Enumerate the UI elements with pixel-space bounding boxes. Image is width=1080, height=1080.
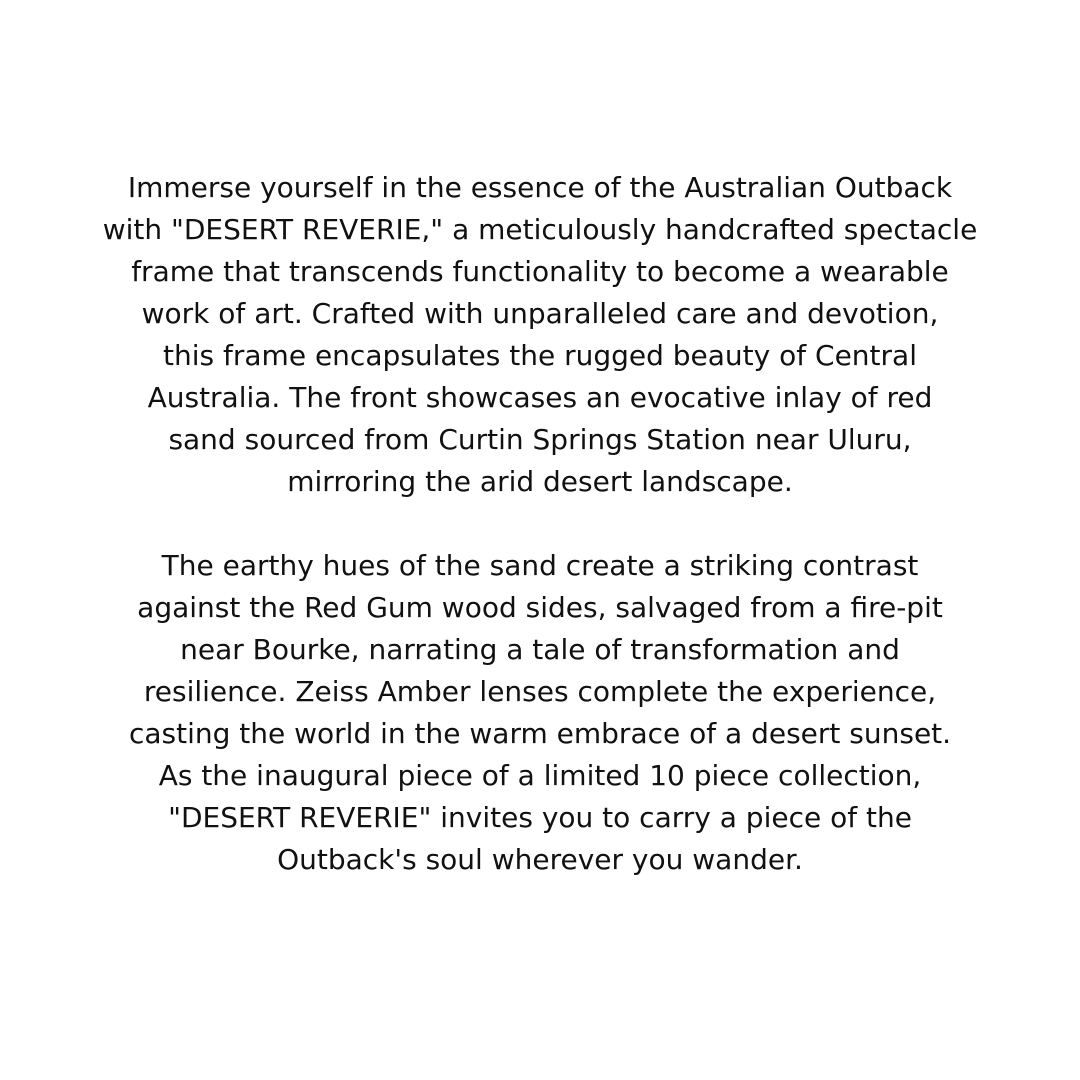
paragraph-line: resilience. Zeiss Amber lenses complete the experience, xyxy=(143,675,937,708)
paragraph-line: this frame encapsulates the rugged beauty of Central xyxy=(163,339,917,372)
paragraph-2 xyxy=(40,545,1040,881)
paragraph-line: casting the world in the warm embrace of a desert sunset. xyxy=(128,717,952,750)
paragraph-line: Immerse yourself in the essence of the Australian Outback xyxy=(127,171,953,204)
paragraph-1 xyxy=(40,167,1040,503)
paragraph-line: As the inaugural piece of a limited 10 piece collection, xyxy=(158,759,922,792)
paragraph-line: frame that transcends functionality to become a wearable xyxy=(131,255,949,288)
paragraph-line: against the Red Gum wood sides, salvaged from a fire-pit xyxy=(137,591,943,624)
paragraph-line: Australia. The front showcases an evocative inlay of red xyxy=(147,381,933,414)
paragraph-line: mirroring the arid desert landscape. xyxy=(287,465,793,498)
description-text xyxy=(40,167,1040,881)
paragraph-line: "DESERT REVERIE" invites you to carry a piece of the xyxy=(168,801,912,834)
paragraph-line: The earthy hues of the sand create a striking contrast xyxy=(161,549,919,582)
paragraph-line: Outback's soul wherever you wander. xyxy=(277,843,803,876)
paragraph-line: with "DESERT REVERIE," a meticulously handcrafted spectacle xyxy=(102,213,978,246)
paragraph-line: sand sourced from Curtin Springs Station near Uluru, xyxy=(168,423,912,456)
paragraph-spacer xyxy=(40,503,1040,545)
paragraph-line: near Bourke, narrating a tale of transformation and xyxy=(180,633,900,666)
paragraph-line: work of art. Crafted with unparalleled care and devotion, xyxy=(141,297,939,330)
